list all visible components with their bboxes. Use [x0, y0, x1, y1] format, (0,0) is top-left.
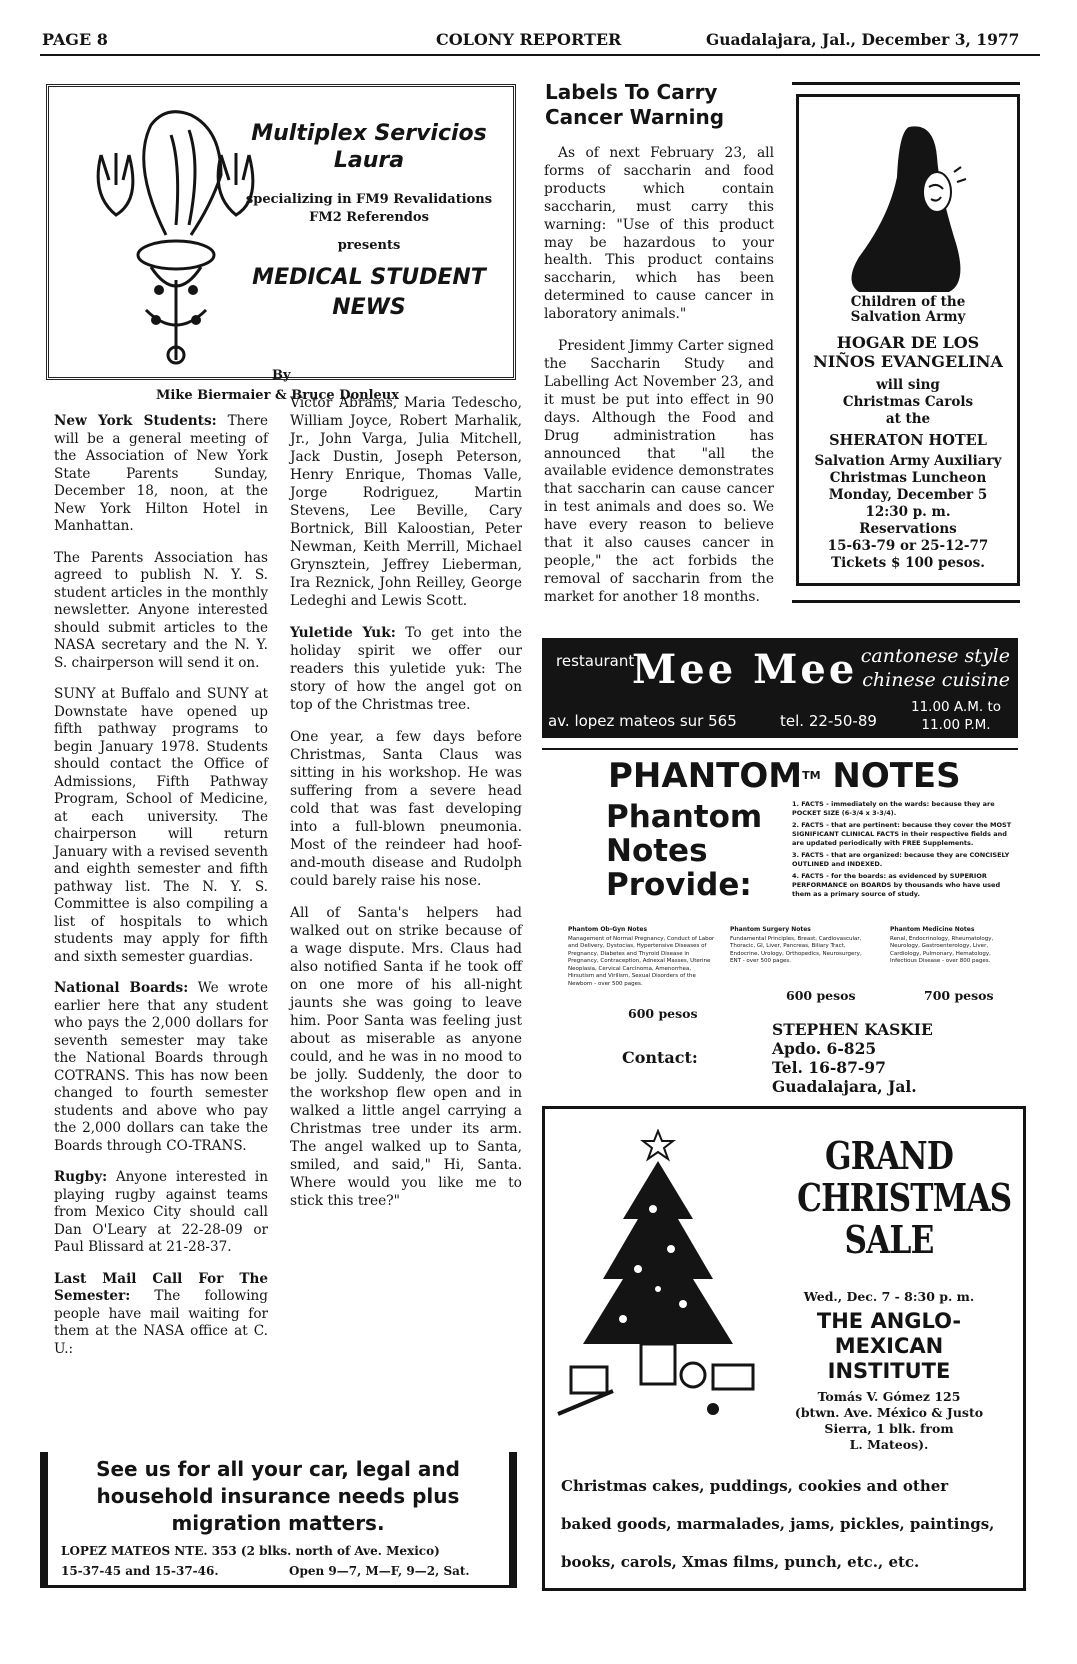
christmas-sale-ad — [542, 1106, 1026, 1591]
byline-by: By — [272, 368, 291, 383]
sale-items-1: Christmas cakes, puddings, cookies and other — [561, 1477, 949, 1495]
column-2 — [290, 394, 522, 1224]
sale-address-3: Sierra, 1 blk. from — [824, 1421, 954, 1436]
sale-address-1: Tomás V. Gómez 125 — [817, 1389, 961, 1404]
article-paragraph — [290, 394, 522, 610]
restaurant-phone: tel. 22-50-89 — [780, 712, 877, 730]
price-ob-gyn: 600 pesos — [628, 1006, 698, 1021]
labels-headline-line-2: Cancer Warning — [545, 105, 725, 129]
multiplex-ad — [46, 84, 516, 380]
salvation-caption-1: Children of the — [850, 294, 966, 310]
paragraph-text: The following people have mail waiting for them at the NASA office at C. U.: — [54, 1288, 268, 1357]
book-title: Phantom Medicine Notes — [890, 926, 975, 933]
book-title: Phantom Surgery Notes — [730, 926, 811, 933]
paragraph-lead: National Boards: — [54, 980, 189, 996]
phantom-title — [608, 756, 961, 796]
salvation-title-2: NIÑOS EVANGELINA — [813, 352, 1003, 371]
article-paragraph — [54, 550, 268, 673]
hours-line-2: 11.00 P.M. — [921, 717, 991, 733]
sale-grand: GRAND — [824, 1133, 954, 1178]
article-paragraph: As of next February 23, all forms of saccharin and food products which contain saccharin, must carry this warning: "Use of this product may be hazardous to your health. This product contains saccharin, which has been determined to cause cancer in laboratory animals." — [544, 145, 774, 323]
salvation-line: 15-63-79 or 25-12-77 — [827, 538, 989, 554]
salvation-line: Reservations — [859, 521, 957, 537]
paragraph-text: All of Santa's helpers had walked out on strike because of a wage dispute. Mrs. Claus had also notified Santa if he took off on one more of his all-night jaunts she was going to leave him. Poor Santa was feeling just about as miserable as anyone could, and he was in no mood to be jolly. Suddenly, the door to the workshop flew open and in walked a little angel carrying a Christmas tree under its arm. The angel walked up to Santa, smiled, and said," Hi, Santa. Where would you like me to stick this tree?" — [290, 905, 522, 1209]
insurance-line-2: household insurance needs plus — [96, 1484, 460, 1508]
cuisine-type: chinese cuisine — [862, 669, 1010, 691]
dateline: Guadalajara, Jal., December 3, 1977 — [706, 30, 1020, 49]
restaurant-name: Mee Mee — [632, 646, 858, 693]
salvation-line: at the — [885, 411, 931, 427]
salvation-ad — [796, 94, 1020, 586]
sale-sale: SALE — [844, 1217, 934, 1262]
sale-date: Wed., Dec. 7 - 8:30 p. m. — [803, 1289, 975, 1304]
phantom-facts — [792, 800, 1016, 899]
byline-authors: Mike Biermaier & Bruce Donleux — [156, 388, 400, 403]
insurance-line-3: migration matters. — [171, 1511, 385, 1535]
salvation-line: will sing — [876, 377, 940, 393]
masthead-rule — [40, 54, 1040, 56]
multiplex-name: Multiplex Servicios — [251, 121, 487, 146]
labels-headline-line-1: Labels To Carry — [545, 80, 718, 104]
salvation-line: Tickets $ 100 pesos. — [831, 555, 985, 571]
paper-name: COLONY REPORTER — [436, 30, 622, 49]
paragraph-text: To get into the holiday spirit we offer our readers this yuletide yuk: The story of how the angel got on top of the Christmas tree. — [290, 625, 522, 713]
book-title: Phantom Ob-Gyn Notes — [568, 926, 648, 933]
page-number: PAGE 8 — [42, 30, 108, 49]
labels-headline — [545, 80, 724, 130]
article-paragraph — [54, 980, 268, 1155]
paragraph-text: There will be a general meeting of the Association of New York State Parents Sunday, December 18, noon, at the New York Hilton Hotel in Manhattan. — [54, 413, 268, 534]
sale-address-2: (btwn. Ave. México & Justo — [794, 1405, 984, 1420]
multiplex-line-2: FM2 Referendos — [309, 210, 429, 225]
phantom-title-notes: NOTES — [832, 756, 961, 796]
multiplex-name-2: Laura — [333, 148, 405, 173]
provide-line-2: Notes — [606, 833, 708, 869]
salvation-line: Christmas Carols — [842, 394, 974, 410]
mee-mee-bottom-rule — [542, 748, 1018, 750]
article-paragraph — [290, 728, 522, 890]
multiplex-presents: presents — [337, 238, 401, 253]
contact-box: Apdo. 6-825 — [772, 1039, 877, 1058]
article-paragraph — [290, 904, 522, 1210]
article-paragraph — [54, 413, 268, 536]
paragraph-lead: Yuletide Yuk: — [290, 625, 396, 641]
trademark: TM — [802, 769, 821, 782]
restaurant-address: av. lopez mateos sur 565 — [548, 712, 737, 730]
mee-mee-ad — [542, 638, 1018, 738]
salvation-top-rule — [792, 82, 1020, 85]
sale-org-1: THE ANGLO- — [816, 1309, 962, 1333]
book-description: Fundamental Principles, Breast, Cardiovascular, Thoracic, GI, Liver, Pancreas, Biliary Tract, Endocrine, Urology, Orthopedics, Neurosurgery, ENT - over 500 pages. — [730, 935, 862, 964]
medical-student-title: MEDICAL STUDENT — [252, 265, 486, 290]
restaurant-label: restaurant — [556, 652, 635, 670]
salvation-line: Christmas Luncheon — [829, 470, 987, 486]
article-paragraph — [54, 1271, 268, 1359]
insurance-left-bar — [40, 1452, 48, 1588]
sale-items-3: books, carols, Xmas films, punch, etc., etc. — [561, 1553, 920, 1571]
book-description: Management of Normal Pregnancy, Conduct of Labor and Delivery, Dystocias, Hypertensive Diseases of Pregnancy, Diabetes and Thyroid Disease in Pregnancy, Contraception, Adnexal Masses, Uterine Neoplasia, Cervical Carcinoma, Amenorrhea, Hirsutism and Virilism, Sexual Disorders of the Newborn - over 500 pages. — [568, 935, 715, 987]
insurance-address: LOPEZ MATEOS NTE. 353 (2 blks. north of Ave. Mexico) — [61, 1544, 440, 1558]
contact-name: STEPHEN KASKIE — [772, 1020, 933, 1039]
fact-item: 3. FACTS - that are organized: because they are CONCISELY OUTLINED and INDEXED. — [792, 851, 1010, 868]
column-1 — [54, 413, 268, 1372]
contact-city: Guadalajara, Jal. — [772, 1077, 917, 1096]
article-paragraph — [290, 624, 522, 714]
salvation-line: Monday, December 5 — [828, 487, 988, 503]
multiplex-line-1: specializing in FM9 Revalidations — [245, 192, 493, 207]
salvation-line: Salvation Army Auxiliary — [814, 453, 1002, 469]
salvation-army-figure — [839, 117, 979, 299]
insurance-line-1: See us for all your car, legal and — [96, 1457, 460, 1481]
article-paragraph: President Jimmy Carter signed the Saccharin Study and Labelling Act November 23, and it must be put into effect in 90 days. Although the Food and Drug administration has announced that "all the available evidence demonstrates that saccharin can cause cancer in test animals and does so. We have every reason to believe that it also causes cancer in people," the act forbids the removal of saccharin from the market for another 18 months. — [544, 338, 774, 605]
price-medicine: 700 pesos — [924, 988, 994, 1003]
cuisine-style: cantonese style — [860, 645, 1010, 667]
salvation-bottom-rule — [792, 600, 1020, 603]
paragraph-lead: New York Students: — [54, 413, 217, 429]
paragraph-text: SUNY at Buffalo and SUNY at Downstate have opened up fifth pathway programs to begin January 1978. Students should contact the Office of Admissions, Fifth Pathway Program, School of Medicine, at each university. The chairperson will return January with a revised seventh and eighth semester and fifth pathway list. The N. Y. S. Committee is also compiling a list of hospitals to which students may apply for fifth and sixth semester guardias. — [54, 686, 268, 965]
insurance-ad — [40, 1452, 514, 1588]
paragraph-text: One year, a few days before Christmas, Santa Claus was sitting in his workshop. He was suffering from a severe head cold that was fast developing into a full-blown pneumonia. Most of the reindeer had hoof-and-mouth disease and Rudolph could barely raise his nose. — [290, 729, 522, 889]
salvation-line: 12:30 p. m. — [865, 504, 951, 520]
paragraph-lead: Last Mail Call For The Semester: — [54, 1270, 268, 1304]
fact-item: 4. FACTS - for the boards: as evidenced by SUPERIOR PERFORMANCE on BOARDS by thousands who have used them as a primary source of study. — [792, 872, 1001, 898]
sale-christmas: CHRISTMAS — [797, 1175, 1012, 1220]
paragraph-lead: Rugby: — [54, 1169, 108, 1185]
sale-items-2: baked goods, marmalades, jams, pickles, paintings, — [561, 1515, 995, 1533]
provide-line-1: Phantom — [606, 799, 763, 835]
insurance-hours: Open 9—7, M—F, 9—2, Sat. — [289, 1564, 470, 1578]
phantom-title-word: PHANTOM — [608, 756, 803, 796]
book-description: Renal, Endocrinology, Rheumatology, Neurology, Gastroenterology, Liver, Cardiology, Pulmonary, Hematology, Infectious Disease - over 800 pages. — [890, 935, 994, 964]
contact-phone: Tel. 16-87-97 — [772, 1058, 886, 1077]
paragraph-text: Victor Abrams, Maria Tedescho, William Joyce, Robert Marhalik, Jr., John Varga, Julia Mitchell, Jack Dustin, Joseph Peterson, Henry Enrique, Thomas Valle, Jorge Rodriguez, Martin Stevens, Lee Beville, Cary Bortnick, Bill Kaloostian, Peter Newman, Keith Merrill, Michael Grynsztein, Jeffrey Lieberman, Ira Reznick, John Reilley, George Ledeghi and Lewis Scott. — [290, 395, 522, 609]
christmas-tree-illustration — [553, 1129, 773, 1419]
price-surgery: 600 pesos — [786, 988, 856, 1003]
fact-item: 2. FACTS - that are pertinent: because they cover the MOST SIGNIFICANT CLINICAL FACTS in their respective fields and are updated periodically with FREE Supplements. — [792, 821, 1012, 847]
sale-org-2: MEXICAN — [834, 1334, 944, 1358]
book-medicine — [890, 926, 1016, 966]
article-paragraph — [54, 686, 268, 966]
salvation-caption-2: Salvation Army — [850, 309, 966, 325]
sale-address-4: L. Mateos). — [849, 1437, 929, 1452]
news-title: NEWS — [332, 295, 406, 320]
labels-article — [544, 145, 774, 621]
sale-org-3: INSTITUTE — [827, 1359, 951, 1383]
book-surgery — [730, 926, 862, 966]
paragraph-text: The Parents Association has agreed to publish N. Y. S. student articles in the monthly newsletter. Anyone interested should submit articles to the NASA secretary and the N. Y. S. chairperson will send it on. — [54, 549, 268, 671]
provide-line-3: Provide: — [606, 867, 752, 903]
salvation-title-1: HOGAR DE LOS — [836, 333, 980, 352]
hours-line-1: 11.00 A.M. to — [910, 699, 1001, 715]
salvation-hotel: SHERATON HOTEL — [829, 432, 987, 449]
paragraph-text: Anyone interested in playing rugby against teams from Mexico City should call Dan O'Leary at 22-28-09 or Paul Blissard at 21-28-37. — [54, 1169, 268, 1255]
article-paragraph — [54, 1169, 268, 1257]
contact-label: Contact: — [622, 1048, 698, 1067]
book-ob-gyn — [568, 926, 718, 988]
paragraph-text: We wrote earlier here that any student who pays the 2,000 dollars for seventh semester may take the National Boards through COTRANS. This has now been changed to fourth semester students and above who pay the 2,000 dollars can take the Boards through CO-TRANS. — [54, 980, 268, 1154]
insurance-phones: 15-37-45 and 15-37-46. — [61, 1564, 219, 1578]
insurance-right-bar — [509, 1452, 517, 1588]
fact-item: 1. FACTS - immediately on the wards: because they are POCKET SIZE (6-3/4 x 3-3/4). — [792, 800, 995, 817]
